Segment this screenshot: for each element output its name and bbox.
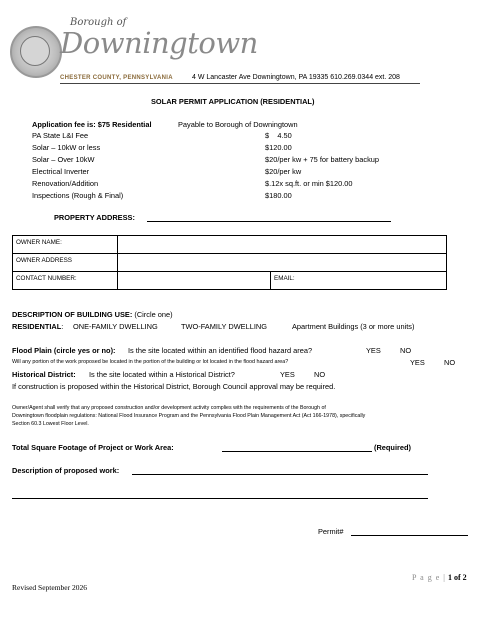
- revised-date: Revised September 2026: [12, 583, 87, 592]
- square-footage-required: (Required): [374, 443, 411, 452]
- property-address-label: PROPERTY ADDRESS:: [54, 213, 135, 222]
- flood-yes-option[interactable]: YES: [366, 346, 381, 355]
- historical-district-label: Historical District:: [12, 370, 76, 379]
- residential-colon: :: [61, 322, 64, 331]
- fee-value: $20/per kw + 75 for battery backup: [265, 155, 380, 164]
- building-use-heading: [12, 310, 173, 319]
- historical-yes-option[interactable]: YES: [280, 370, 295, 379]
- fee-label: PA State L&I Fee: [32, 131, 89, 140]
- logo-town-name: Downingtown: [60, 26, 258, 60]
- email-field[interactable]: EMAIL:: [271, 272, 447, 290]
- permit-number-field[interactable]: [351, 535, 468, 536]
- disclaimer-line: Section 60.3 Lowest Floor Level.: [12, 421, 89, 427]
- fee-value: $20/per kw: [265, 167, 302, 176]
- permit-number-label: Permit#: [318, 527, 344, 536]
- description-field-line[interactable]: [132, 474, 428, 475]
- logo-borough-label: Borough of: [70, 17, 127, 28]
- residential-row: [12, 322, 63, 331]
- contact-number-field[interactable]: [118, 272, 271, 290]
- flood-portion-yes-option[interactable]: YES: [410, 358, 425, 367]
- owner-info-table: [12, 235, 447, 290]
- option-apartment[interactable]: Apartment Buildings (3 or more units): [292, 322, 415, 331]
- page-label: P a g e |: [412, 573, 449, 582]
- flood-plain-label: Flood Plain (circle yes or no):: [12, 346, 116, 355]
- borough-seal-logo: [10, 26, 62, 78]
- owner-name-label: OWNER NAME:: [13, 236, 118, 254]
- historical-district-question: Is the site located within a Historical District?: [89, 370, 235, 379]
- fee-value: $.12x sq.ft. or min $120.00: [265, 179, 353, 188]
- flood-no-option[interactable]: NO: [400, 346, 412, 355]
- square-footage-label: Total Square Footage of Project or Work Area:: [12, 443, 174, 452]
- disclaimer-line: Downingtown floodplain regulations: National Flood Insurance Program and the Pennsylvania Flood Plain Management Act (Act 166-1978), specifically: [12, 413, 366, 419]
- description-field-line[interactable]: [12, 498, 428, 499]
- historical-no-option[interactable]: NO: [314, 370, 326, 379]
- fee-heading: Application fee is: $75 Residential: [32, 120, 152, 129]
- fee-label: Solar – Over 10kW: [32, 155, 95, 164]
- flood-portion-no-option[interactable]: NO: [444, 358, 456, 367]
- header-rule: [60, 83, 420, 84]
- property-address-field[interactable]: [147, 221, 391, 222]
- fee-value: $180.00: [265, 191, 292, 200]
- historical-note: If construction is proposed within the Historical District, Borough Council approval may be required.: [12, 382, 336, 391]
- fee-label: Inspections (Rough & Final): [32, 191, 124, 200]
- flood-plain-question: Is the site located within an identified flood hazard area?: [128, 346, 313, 355]
- seal-center: [20, 36, 50, 66]
- building-use-note: (Circle one): [132, 310, 173, 319]
- residential-label: RESIDENTIAL: [12, 322, 62, 331]
- owner-address-label: OWNER ADDRESS: [13, 254, 118, 272]
- option-two-family[interactable]: TWO-FAMILY DWELLING: [181, 322, 267, 331]
- flood-portion-question: Will any portion of the work proposed be located in the portion of the building or lot located in the flood hazard area?: [12, 359, 289, 365]
- page-count: 1 of 2: [448, 573, 467, 582]
- description-label: Description of proposed work:: [12, 466, 120, 475]
- disclaimer-line: Owner/Agent shall verify that any proposed construction and/or development activity complies with the requirements of the Borough of: [12, 405, 326, 411]
- contact-number-label: CONTACT NUMBER:: [13, 272, 118, 290]
- option-one-family[interactable]: ONE-FAMILY DWELLING: [73, 322, 158, 331]
- fee-payable: Payable to Borough of Downingtown: [178, 120, 298, 129]
- fee-value: $120.00: [265, 143, 292, 152]
- owner-name-field[interactable]: [118, 236, 447, 254]
- fee-value: $ 4.50: [265, 131, 292, 140]
- fee-label: Solar – 10kW or less: [32, 143, 101, 152]
- fee-label: Renovation/Addition: [32, 179, 99, 188]
- building-use-title: DESCRIPTION OF BUILDING USE:: [12, 310, 133, 319]
- fee-label: Electrical Inverter: [32, 167, 90, 176]
- logo-county: CHESTER COUNTY, PENNSYLVANIA: [60, 75, 173, 81]
- owner-address-field[interactable]: [118, 254, 447, 272]
- page-title: SOLAR PERMIT APPLICATION (RESIDENTIAL): [151, 97, 315, 106]
- header-contact-line: 4 W Lancaster Ave Downingtown, PA 19335 610.269.0344 ext. 208: [192, 74, 400, 81]
- square-footage-field[interactable]: [222, 451, 372, 452]
